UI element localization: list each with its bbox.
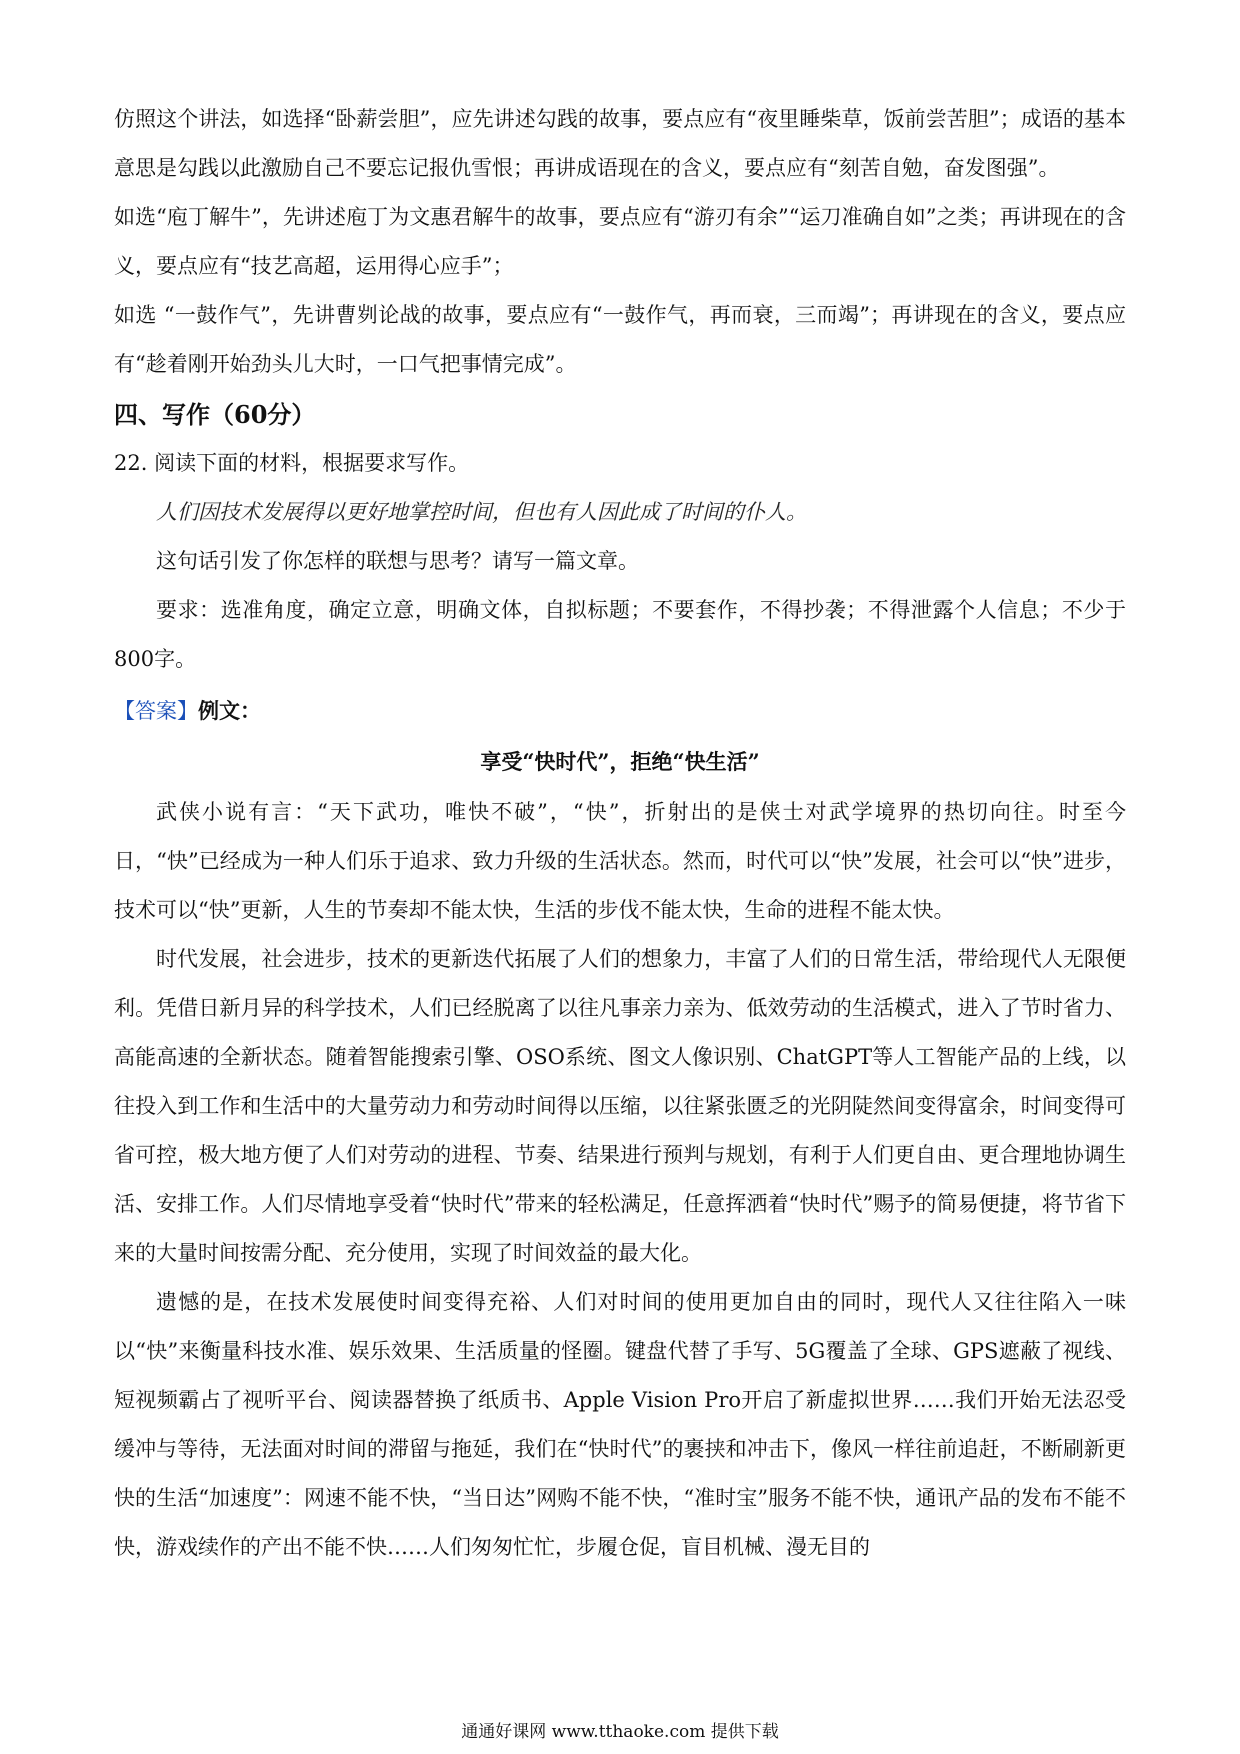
question-material: 人们因技术发展得以更好地掌控时间，但也有人因此成了时间的仆人。: [156, 500, 807, 524]
section-heading: 四、写作（60分）: [114, 400, 316, 429]
essay-paragraph-1: 武侠小说有言：“天下武功，唯快不破”，“快”，折射出的是侠士对武学境界的热切向往。时至今日，“快”已经成为一种人们乐于追求、致力升级的生活状态。然而，时代可以“快”发展，社会可以“快”进步，技术可以“快”更新，人生的节奏却不能太快，生活的步伐不能太快，生命的进程不能太快。: [114, 800, 1126, 922]
answer-paragraph-2: 如选“庖丁解牛”，先讲述庖丁为文惠君解牛的故事，要点应有“游刃有余”“运刀准确自如”之类；再讲现在的含义，要点应有“技艺高超，运用得心应手”；: [114, 205, 1126, 278]
essay-title: 享受“快时代”，拒绝“快生活”: [480, 749, 760, 774]
answer-label: 例文：: [198, 698, 261, 723]
question-stem: 22. 阅读下面的材料，根据要求写作。: [114, 451, 470, 475]
answer-tag: 【答案】: [114, 699, 198, 723]
question-prompt: 这句话引发了你怎样的联想与思考？请写一篇文章。: [156, 549, 639, 573]
page-footer: 通通好课网 www.tthaoke.com 提供下载: [461, 1722, 779, 1742]
answer-heading: [114, 686, 1126, 736]
essay-paragraph-2: 时代发展，社会进步，技术的更新迭代拓展了人们的想象力，丰富了人们的日常生活，带给现代人无限便利。凭借日新月异的科学技术，人们已经脱离了以往凡事亲力亲为、低效劳动的生活模式，进入了节时省力、高能高速的全新状态。随着智能搜索引擎、OSO系统、图文人像识别、ChatGPT等人工智能产品的上线，以往投入到工作和生活中的大量劳动力和劳动时间得以压缩，以往紧张匮乏的光阴陡然间变得富余，时间变得可省可控，极大地方便了人们对劳动的进程、节奏、结果进行预判与规划，有利于人们更自由、更合理地协调生活、安排工作。人们尽情地享受着“快时代”带来的轻松满足，任意挥洒着“快时代”赐予的简易便捷，将节省下来的大量时间按需分配、充分使用，实现了时间效益的最大化。: [114, 947, 1126, 1265]
question-requirement: 要求：选准角度，确定立意，明确文体，自拟标题；不要套作，不得抄袭；不得泄露个人信息；不少于800字。: [114, 598, 1126, 671]
essay-paragraph-3: 遗憾的是，在技术发展使时间变得充裕、人们对时间的使用更加自由的同时，现代人又往往陷入一味以“快”来衡量科技水准、娱乐效果、生活质量的怪圈。键盘代替了手写、5G覆盖了全球、GPS遮蔽了视线、短视频霸占了视听平台、阅读器替换了纸质书、Apple Vision Pro开启了新虚拟世界……我们开始无法忍受缓冲与等待，无法面对时间的滞留与拖延，我们在“快时代”的裹挟和冲击下，像风一样往前追赶，不断刷新更快的生活“加速度”：网速不能不快，“当日达”网购不能不快，“准时宝”服务不能不快，通讯产品的发布不能不快，游戏续作的产出不能不快……人们匆匆忙忙，步履仓促，盲目机械、漫无目的: [114, 1290, 1126, 1559]
answer-paragraph-1: 仿照这个讲法，如选择“卧薪尝胆”，应先讲述勾践的故事，要点应有“夜里睡柴草，饭前尝苦胆”；成语的基本意思是勾践以此激励自己不要忘记报仇雪恨；再讲成语现在的含义，要点应有“刻苦自勉，奋发图强”。: [114, 107, 1126, 180]
page-content: [114, 95, 1126, 1572]
answer-paragraph-3: 如选 “一鼓作气”，先讲曹刿论战的故事，要点应有“一鼓作气，再而衰，三而竭”；再讲现在的含义，要点应有“趁着刚开始劲头儿大时，一口气把事情完成”。: [114, 303, 1126, 376]
